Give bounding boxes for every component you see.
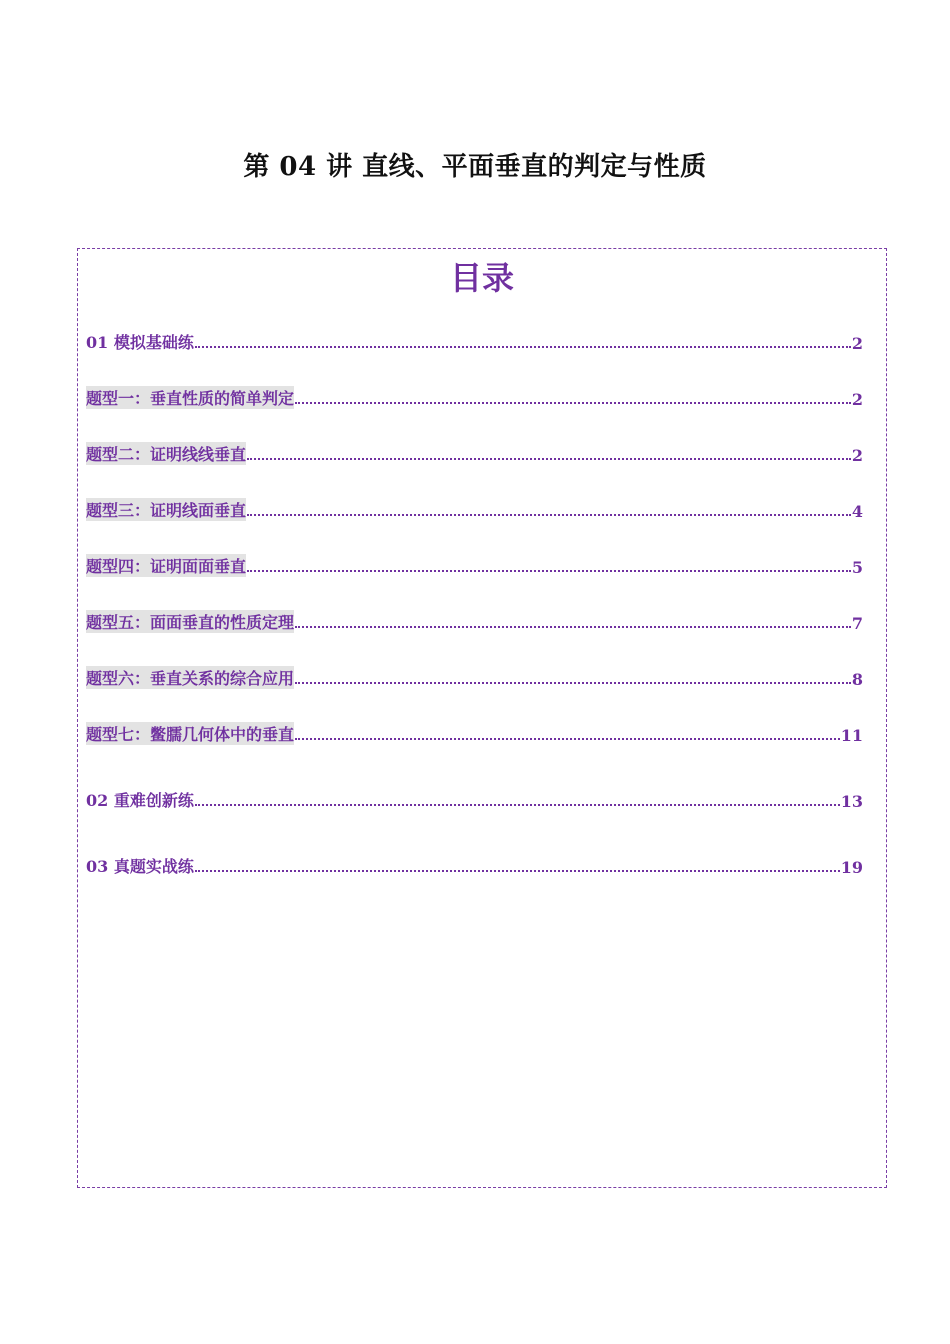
toc-page-number: 19 <box>840 858 863 877</box>
toc-entry-type-6[interactable] <box>86 667 863 689</box>
toc-entry-label: 02 重难创新练 <box>86 791 194 810</box>
dot-leader <box>247 514 851 516</box>
dot-leader <box>195 346 851 348</box>
toc-entry-label: 题型一：垂直性质的简单判定 <box>86 386 294 409</box>
dot-leader <box>247 570 851 572</box>
toc-page-number: 2 <box>851 334 863 353</box>
toc-page-number: 4 <box>851 502 863 521</box>
toc-page-number: 2 <box>851 390 863 409</box>
dot-leader <box>195 804 840 806</box>
toc-entry-label: 01 模拟基础练 <box>86 333 194 352</box>
dot-leader <box>295 626 851 628</box>
toc-page-number: 11 <box>840 726 863 745</box>
toc-entry-advanced-practice[interactable] <box>86 789 863 811</box>
toc-entry-exam-practice[interactable] <box>86 855 863 877</box>
toc-entry-type-2[interactable] <box>86 443 863 465</box>
dot-leader <box>295 738 840 740</box>
toc-entry-label: 03 真题实战练 <box>86 857 194 876</box>
toc-page-number: 7 <box>851 614 863 633</box>
toc-entry-basic-practice[interactable] <box>86 331 863 353</box>
toc-entry-type-5[interactable] <box>86 611 863 633</box>
table-of-contents <box>77 248 887 1188</box>
dot-leader <box>247 458 851 460</box>
toc-heading: 目录 <box>449 259 514 297</box>
toc-page-number: 8 <box>851 670 863 689</box>
dot-leader <box>295 402 851 404</box>
toc-entry-label: 题型三：证明线面垂直 <box>86 498 246 521</box>
toc-page-number: 2 <box>851 446 863 465</box>
toc-entry-type-1[interactable] <box>86 387 863 409</box>
toc-entry-label: 题型四：证明面面垂直 <box>86 554 246 577</box>
toc-entry-type-7[interactable] <box>86 723 863 745</box>
document-title: 第 04 讲 直线、平面垂直的判定与性质 <box>243 152 707 182</box>
toc-entry-label: 题型六：垂直关系的综合应用 <box>86 666 294 689</box>
toc-entry-label: 题型五：面面垂直的性质定理 <box>86 610 294 633</box>
toc-entry-type-3[interactable] <box>86 499 863 521</box>
toc-entry-label: 题型二：证明线线垂直 <box>86 442 246 465</box>
toc-page-number: 13 <box>840 792 863 811</box>
toc-entry-label: 题型七：鳖臑几何体中的垂直 <box>86 722 294 745</box>
toc-page-number: 5 <box>851 558 863 577</box>
toc-entry-type-4[interactable] <box>86 555 863 577</box>
dot-leader <box>295 682 851 684</box>
dot-leader <box>195 870 840 872</box>
